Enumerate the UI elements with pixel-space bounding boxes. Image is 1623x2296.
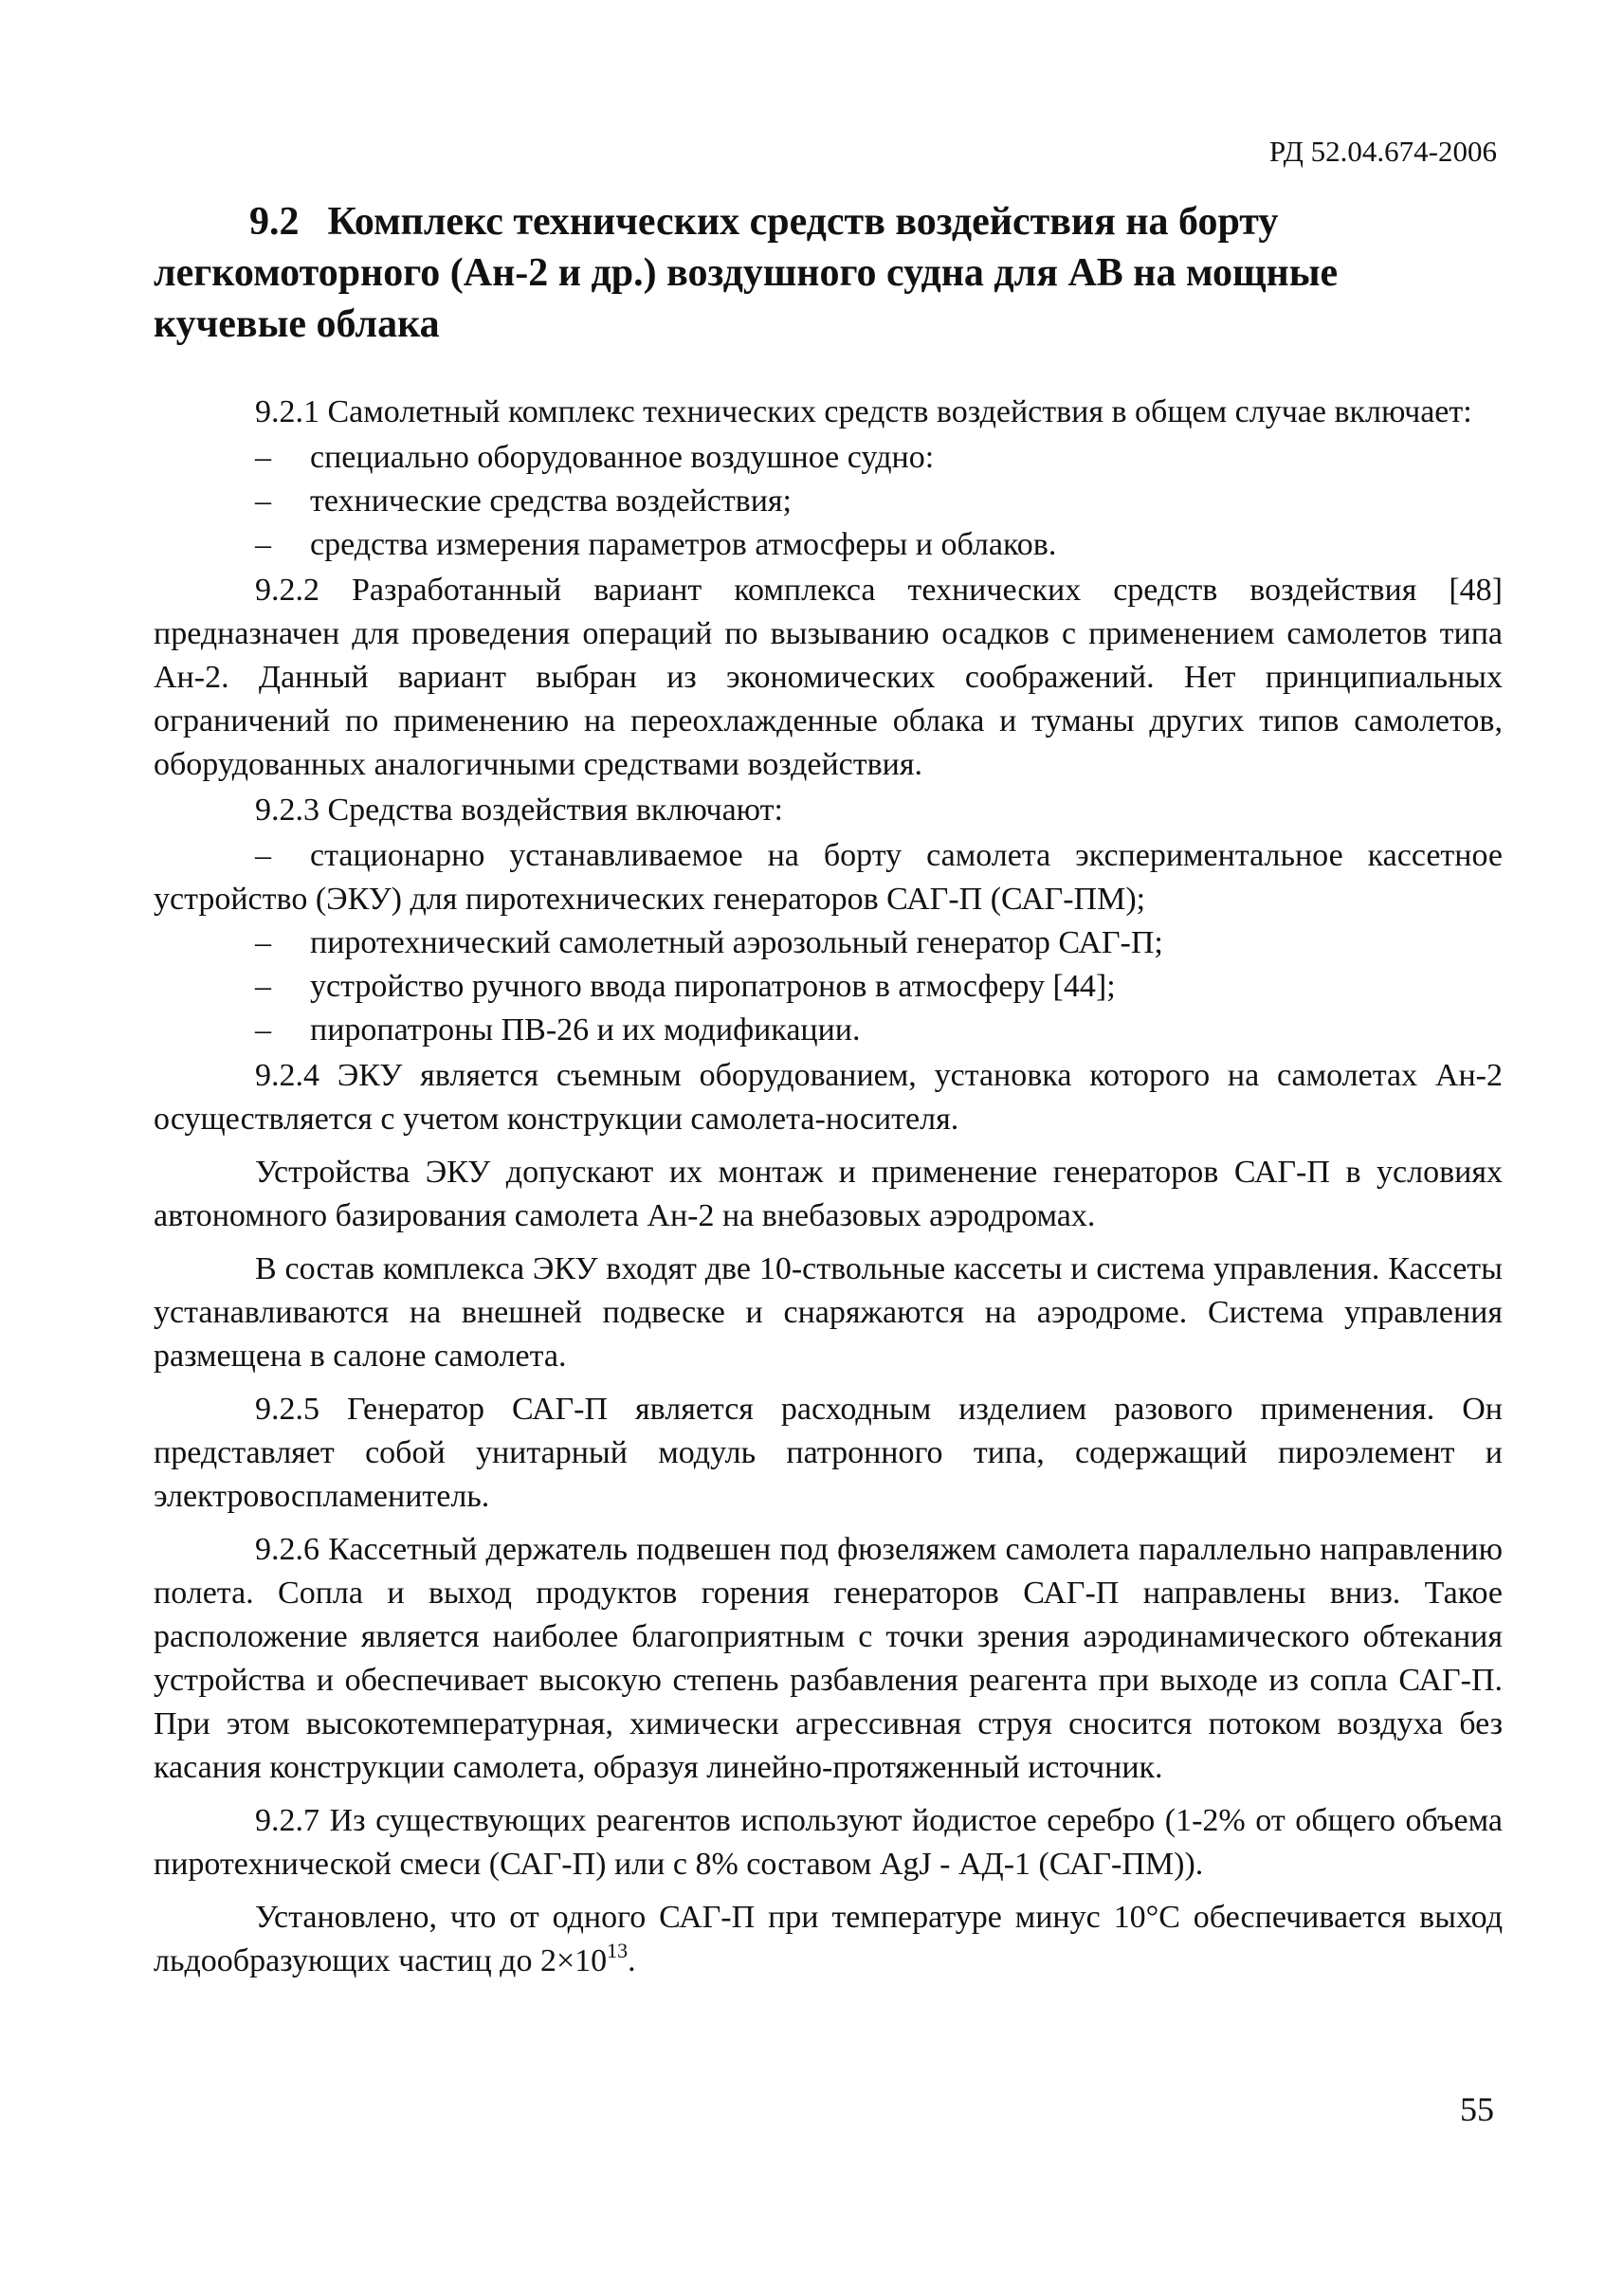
list-item: – средства измерения параметров атмосферы и облаков. [154,523,1503,567]
section-number: 9.2 [249,200,300,244]
paragraph-9-2-5: 9.2.5 Генератор САГ-П является расходным изделием разового применения. Он представляет собой унитарный модуль патронного типа, содержащий пироэлемент и электровоспламенитель. [154,1392,1503,1514]
paragraph-9-2-4: 9.2.4 ЭКУ является съемным оборудованием, установка которого на самолетах Ан-2 осуществляется с учетом конструкции самолета-носителя. [154,1058,1503,1137]
paragraph-particles: Установлено, что от одного САГ-П при температуре минус 10°С обеспечивается выход льдообразующих частиц до $2\times 10^{13}$. [154,1900,1503,1978]
exponent: 13 [607,1939,629,1962]
list-item: – пиропатроны ПВ-26 и их модификации. [154,1009,1503,1052]
paragraph-eku-composition: В состав комплекса ЭКУ входят две 10-ствольные кассеты и система управления. Кассеты устанавливаются на внешней подвеске и снаряжаются на аэродроме. Система управления размещена в салоне самолета. [154,1251,1503,1374]
list-item: – устройство ручного ввода пиропатронов в атмосферу [44]; [154,965,1503,1009]
list-item: – стационарно устанавливаемое на борту самолета экспериментальное кассетное устройство (ЭКУ) для пиротехнических генераторов САГ-П (САГ-ПМ); [154,834,1503,921]
dash-marker: – [255,838,271,873]
list-item: – специально оборудованное воздушное судно: [154,436,1503,480]
dash-marker: – [255,440,271,475]
body-text [154,391,1503,1985]
section-title: Комплекс технических средств воздействия на борту легкомоторного (Ан-2 и др.) воздушного судна для АВ на мощные кучевые облака [154,200,1339,346]
paragraph-9-2-1: 9.2.1 Самолетный комплекс технических средств воздействия в общем случае включает: [255,394,1472,429]
paragraph-9-2-2: 9.2.2 Разработанный вариант комплекса технических средств воздействия [48] предназначен для проведения операций по вызыванию осадков с применением самолетов типа Ан-2. Данный вариант выбран из экономических соображений. Нет принципиальных ограничений по применению на переохлажденные облака и туманы других типов самолетов, оборудованных аналогичными средствами воздействия. [154,573,1503,782]
list-item: – пиротехнический самолетный аэрозольный генератор САГ-П; [154,921,1503,965]
dash-marker: – [255,925,271,960]
paragraph-9-2-7: 9.2.7 Из существующих реагентов используют йодистое серебро (1-2% от общего объема пиротехнической смеси (САГ-П) или с 8% составом AgJ - АД-1 (САГ-ПМ)). [154,1803,1503,1882]
list-item: – технические средства воздействия; [154,480,1503,523]
document-code: РД 52.04.674-2006 [1268,135,1497,168]
page-number: 55 [1460,2090,1494,2128]
dash-marker: – [255,1012,271,1048]
paragraph-9-2-3: 9.2.3 Средства воздействия включают: [255,793,783,828]
means-list [154,834,1503,1052]
dash-marker: – [255,527,271,562]
dash-marker: – [255,483,271,519]
paragraph-9-2-6: 9.2.6 Кассетный держатель подвешен под фюзеляжем самолета параллельно направлению полета. Сопла и выход продуктов горения генераторов САГ-П направлены вниз. Такое расположение является наиболее благоприятным с точки зрения аэродинамического обтекания устройства и обеспечивает высокую степень разбавления реагента при выходе из сопла САГ-П. При этом высокотемпературная, химически агрессивная струя сносится потоком воздуха без касания конструкции самолета, образуя линейно-протяженный источник. [154,1532,1503,1785]
section-heading [154,196,1500,350]
paragraph-eku-mounting: Устройства ЭКУ допускают их монтаж и применение генераторов САГ-П в условиях автономного базирования самолета Ан-2 на внебазовых аэродромах. [154,1155,1503,1233]
components-list [154,436,1503,567]
dash-marker: – [255,969,271,1004]
